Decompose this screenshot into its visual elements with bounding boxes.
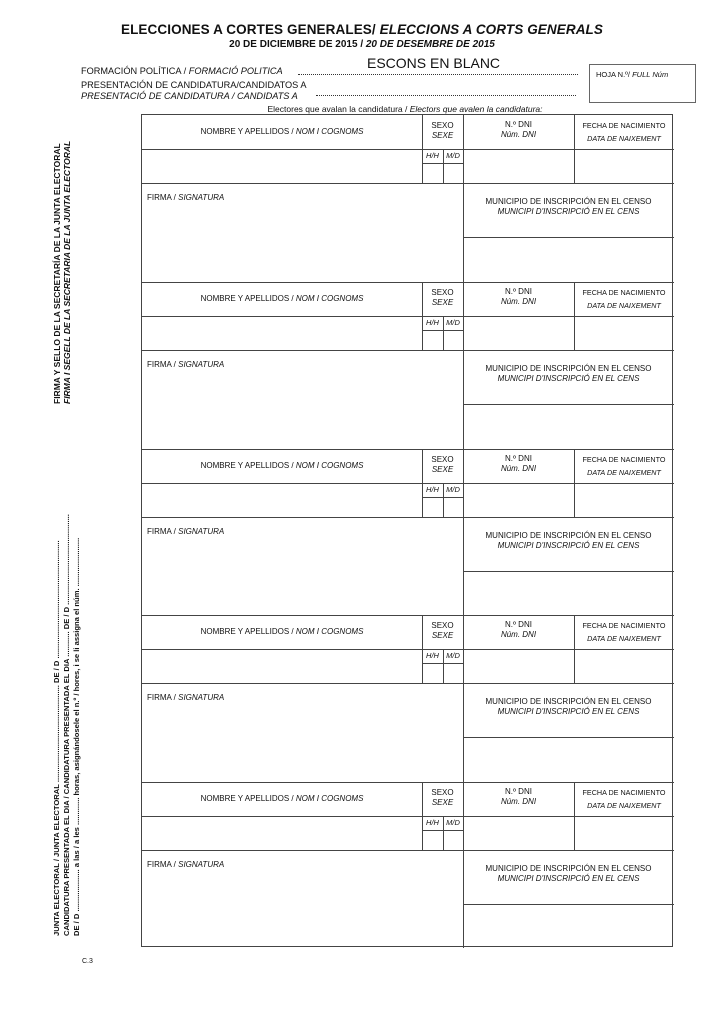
hm-label-divider	[422, 330, 463, 331]
firma-label	[147, 527, 224, 537]
municipio-row-bottom	[463, 571, 674, 572]
nombre-label-es: NOMBRE Y APELLIDOS /	[200, 627, 296, 636]
nombre-label	[142, 794, 422, 804]
municipio-row-bottom	[463, 404, 674, 405]
firma-label-cat: SIGNATURA	[178, 360, 225, 369]
electors-grid	[141, 114, 673, 947]
fecha-input[interactable]	[576, 818, 670, 848]
sexo-h-checkbox[interactable]	[424, 165, 442, 181]
sexo-label-es: SEXO	[431, 455, 454, 464]
sexo-label-cat: SEXE	[431, 298, 454, 307]
firma-label	[147, 360, 224, 370]
entry-row-bottom	[142, 350, 674, 351]
mujer-label: M/D	[446, 818, 460, 827]
municipio-label-es: MUNICIPIO DE INSCRIPCIÓN EN EL CENSO	[485, 531, 652, 540]
election-date	[0, 39, 724, 50]
sexo-m-checkbox[interactable]	[445, 665, 463, 681]
dni-input[interactable]	[465, 151, 572, 181]
dni-label-cat: Núm. DNI	[500, 130, 537, 139]
mujer-label: M/D	[446, 485, 460, 494]
nombre-label-cat: NOM I COGNOMS	[295, 461, 364, 470]
presentacion-label-cat: PRESENTACIÓ DE CANDIDATURA / CANDIDATS A	[81, 91, 298, 101]
sexo-m-checkbox[interactable]	[445, 832, 463, 848]
sidebar-reg-line3: DE / D .................... a las / a les ............. horas, asignándosele el n.º / hores, i se li assigna el núm. .......................	[72, 537, 81, 936]
form-title	[0, 22, 724, 37]
hm-label-divider	[422, 663, 463, 664]
dni-label-es: N.º DNI	[505, 787, 532, 796]
municipio-label	[463, 364, 674, 384]
nombre-label-cat: NOM I COGNOMS	[295, 294, 364, 303]
sexo-label	[422, 288, 463, 308]
firma-area[interactable]	[144, 207, 461, 278]
date-spanish: 20 DE DICIEMBRE DE 2015 /	[229, 39, 366, 50]
mujer-label: M/D	[446, 318, 460, 327]
dni-label	[463, 787, 574, 807]
municipio-row-bottom	[463, 904, 674, 905]
fecha-label	[574, 619, 674, 645]
municipio-label-es: MUNICIPIO DE INSCRIPCIÓN EN EL CENSO	[485, 864, 652, 873]
dni-input[interactable]	[465, 651, 572, 681]
nombre-label	[142, 127, 422, 137]
nombre-label	[142, 461, 422, 471]
formacion-label-cat: FORMACIÓ POLITICA	[188, 66, 283, 76]
formacion-label	[81, 66, 283, 76]
dni-label-es: N.º DNI	[505, 120, 532, 129]
nombre-label	[142, 627, 422, 637]
municipio-row-bottom	[463, 237, 674, 238]
nombre-input[interactable]	[144, 651, 420, 681]
dni-label-cat: Núm. DNI	[500, 630, 537, 639]
form-code: C.3	[82, 958, 93, 965]
sidebar-signature-label	[52, 141, 72, 404]
municipio-input[interactable]	[465, 239, 670, 280]
municipio-input[interactable]	[465, 906, 670, 946]
dni-label-cat: Núm. DNI	[500, 297, 537, 306]
dni-label-es: N.º DNI	[505, 454, 532, 463]
firma-label-cat: SIGNATURA	[178, 193, 225, 202]
entry-row-bottom	[142, 683, 674, 684]
fecha-label-cat: DATA DE NAIXEMENT	[587, 134, 661, 143]
sexo-label	[422, 788, 463, 808]
entry-row-bottom	[142, 517, 674, 518]
firma-label-cat: SIGNATURA	[178, 693, 225, 702]
firma-area[interactable]	[144, 874, 461, 944]
sexo-h-checkbox[interactable]	[424, 665, 442, 681]
nombre-label-cat: NOM I COGNOMS	[295, 794, 364, 803]
fecha-label	[574, 453, 674, 479]
sexo-label-es: SEXO	[431, 121, 454, 130]
municipio-label-cat: MUNICIPI D'INSCRIPCIÓ EN EL CENS	[497, 707, 640, 716]
firma-label	[147, 693, 224, 703]
dni-label-es: N.º DNI	[505, 620, 532, 629]
nombre-label-es: NOMBRE Y APELLIDOS /	[200, 794, 296, 803]
fecha-label-es: FECHA DE NACIMIENTO	[582, 288, 666, 297]
header-row-bottom	[142, 816, 674, 817]
fecha-label	[574, 119, 674, 145]
sexo-m-checkbox[interactable]	[445, 332, 463, 348]
formacion-label-es: FORMACIÓN POLÍTICA /	[81, 66, 189, 76]
date-catalan: 20 DE DESEMBRE DE 2015	[365, 39, 495, 50]
dni-label	[463, 287, 574, 307]
presentacion-label-es: PRESENTACIÓN DE CANDIDATURA/CANDIDATOS A	[81, 80, 307, 90]
firma-label-es: FIRMA /	[147, 360, 179, 369]
dni-label-cat: Núm. DNI	[500, 797, 537, 806]
fecha-input[interactable]	[576, 318, 670, 348]
header-row-bottom	[142, 649, 674, 650]
presentacion-dotted-line	[316, 95, 576, 96]
sidebar-reg-line1: JUNTA ELECTORAL / JUNTA ELECTORAL .............................................. DE / D ........................................................	[52, 540, 61, 936]
municipio-input[interactable]	[465, 573, 670, 613]
sidebar-reg-line2: CANDIDATURA PRESENTADA EL DIA / CANDIDATURA PRESENTADA EL DIA ............ DE / D ...........................................	[62, 514, 71, 936]
block-separator	[142, 615, 674, 616]
block-separator	[142, 282, 674, 283]
municipio-label-cat: MUNICIPI D'INSCRIPCIÓ EN EL CENS	[497, 374, 640, 383]
municipio-label-es: MUNICIPIO DE INSCRIPCIÓN EN EL CENSO	[485, 364, 652, 373]
dni-label	[463, 620, 574, 640]
sexo-label-es: SEXO	[431, 621, 454, 630]
dni-label-cat: Núm. DNI	[500, 464, 537, 473]
hm-label-divider	[422, 497, 463, 498]
formacion-value[interactable]: ESCONS EN BLANC	[367, 55, 501, 71]
block-separator	[142, 449, 674, 450]
nombre-label-es: NOMBRE Y APELLIDOS /	[200, 127, 296, 136]
sexo-label	[422, 121, 463, 141]
fecha-label-es: FECHA DE NACIMIENTO	[582, 455, 666, 464]
firma-label-es: FIRMA /	[147, 860, 179, 869]
municipio-label-es: MUNICIPIO DE INSCRIPCIÓN EN EL CENSO	[485, 697, 652, 706]
formacion-dotted-line	[298, 74, 578, 75]
hombre-label: H/H	[426, 151, 439, 160]
hombre-label: H/H	[426, 651, 439, 660]
municipio-label-cat: MUNICIPI D'INSCRIPCIÓ EN EL CENS	[497, 207, 640, 216]
hm-label-divider	[422, 830, 463, 831]
sexo-label-cat: SEXE	[431, 131, 454, 140]
firma-area[interactable]	[144, 374, 461, 445]
hombre-label: H/H	[426, 818, 439, 827]
fecha-input[interactable]	[576, 485, 670, 515]
dni-input[interactable]	[465, 485, 572, 515]
title-catalan: ELECCIONS A CORTS GENERALS	[379, 22, 603, 37]
sexo-m-checkbox[interactable]	[445, 165, 463, 181]
fecha-label-es: FECHA DE NACIMIENTO	[582, 121, 666, 130]
fecha-label-cat: DATA DE NAIXEMENT	[587, 634, 661, 643]
nombre-label-es: NOMBRE Y APELLIDOS /	[200, 294, 296, 303]
electores-label	[0, 104, 724, 114]
firma-label-cat: SIGNATURA	[178, 527, 225, 536]
sexo-label-cat: SEXE	[431, 798, 454, 807]
nombre-input[interactable]	[144, 151, 420, 181]
municipio-label-es: MUNICIPIO DE INSCRIPCIÓN EN EL CENSO	[485, 197, 652, 206]
firma-label	[147, 193, 224, 203]
firma-label-es: FIRMA /	[147, 527, 179, 536]
firma-label	[147, 860, 224, 870]
sexo-label-cat: SEXE	[431, 631, 454, 640]
sidebar-sig-line-es: FIRMA Y SELLO DE LA SECRETARÍA DE LA JUNTA ELECTORAL	[52, 143, 62, 404]
nombre-input[interactable]	[144, 818, 420, 848]
mujer-label: M/D	[446, 651, 460, 660]
sexo-h-checkbox[interactable]	[424, 332, 442, 348]
sexo-label	[422, 455, 463, 475]
firma-label-es: FIRMA /	[147, 193, 179, 202]
nombre-label-es: NOMBRE Y APELLIDOS /	[200, 461, 296, 470]
sexo-h-checkbox[interactable]	[424, 499, 442, 515]
hm-label-divider	[422, 163, 463, 164]
electores-label-cat: Electors que avalen la candidatura:	[409, 104, 543, 114]
municipio-label	[463, 197, 674, 217]
nombre-label-cat: NOM I COGNOMS	[295, 127, 364, 136]
sidebar-registration-label	[52, 514, 82, 936]
hombre-label: H/H	[426, 318, 439, 327]
hombre-label: H/H	[426, 485, 439, 494]
fecha-label-cat: DATA DE NAIXEMENT	[587, 468, 661, 477]
dni-label	[463, 454, 574, 474]
dni-label	[463, 120, 574, 140]
fecha-label-es: FECHA DE NACIMIENTO	[582, 788, 666, 797]
fecha-label	[574, 786, 674, 812]
municipio-label	[463, 697, 674, 717]
municipio-label-cat: MUNICIPI D'INSCRIPCIÓ EN EL CENS	[497, 874, 640, 883]
nombre-input[interactable]	[144, 485, 420, 515]
municipio-label-cat: MUNICIPI D'INSCRIPCIÓ EN EL CENS	[497, 541, 640, 550]
sexo-label-cat: SEXE	[431, 465, 454, 474]
sexo-label	[422, 621, 463, 641]
municipio-input[interactable]	[465, 406, 670, 447]
entry-row-bottom	[142, 850, 674, 851]
firma-label-cat: SIGNATURA	[178, 860, 225, 869]
fecha-label-es: FECHA DE NACIMIENTO	[582, 621, 666, 630]
fecha-label-cat: DATA DE NAIXEMENT	[587, 801, 661, 810]
firma-area[interactable]	[144, 707, 461, 778]
hoja-number-box[interactable]	[589, 64, 696, 103]
header-row-bottom	[142, 483, 674, 484]
hoja-label-es: HOJA N.º/	[596, 70, 633, 79]
municipio-row-bottom	[463, 737, 674, 738]
municipio-label	[463, 531, 674, 551]
municipio-label	[463, 864, 674, 884]
fecha-label-cat: DATA DE NAIXEMENT	[587, 301, 661, 310]
sidebar-sig-line-cat: FIRMA I SEGELL DE LA SECRETARIA DE LA JUNTA ELECTORAL	[62, 140, 72, 404]
nombre-label-cat: NOM I COGNOMS	[295, 627, 364, 636]
firma-area[interactable]	[144, 541, 461, 611]
electores-label-es: Electores que avalan la candidatura /	[267, 104, 410, 114]
dni-input[interactable]	[465, 818, 572, 848]
firma-label-es: FIRMA /	[147, 693, 179, 702]
sexo-label-es: SEXO	[431, 288, 454, 297]
mujer-label: M/D	[446, 151, 460, 160]
nombre-input[interactable]	[144, 318, 420, 348]
title-spanish: ELECCIONES A CORTES GENERALES/	[120, 22, 380, 37]
nombre-label	[142, 294, 422, 304]
sexo-label-es: SEXO	[431, 788, 454, 797]
sexo-h-checkbox[interactable]	[424, 832, 442, 848]
dni-input[interactable]	[465, 318, 572, 348]
fecha-input[interactable]	[576, 651, 670, 681]
dni-label-es: N.º DNI	[505, 287, 532, 296]
fecha-label	[574, 286, 674, 312]
municipio-input[interactable]	[465, 739, 670, 780]
header-row-bottom	[142, 149, 674, 150]
hoja-label-cat: FULL Núm	[632, 70, 669, 79]
fecha-input[interactable]	[576, 151, 670, 181]
block-separator	[142, 782, 674, 783]
header-row-bottom	[142, 316, 674, 317]
entry-row-bottom	[142, 183, 674, 184]
sexo-m-checkbox[interactable]	[445, 499, 463, 515]
